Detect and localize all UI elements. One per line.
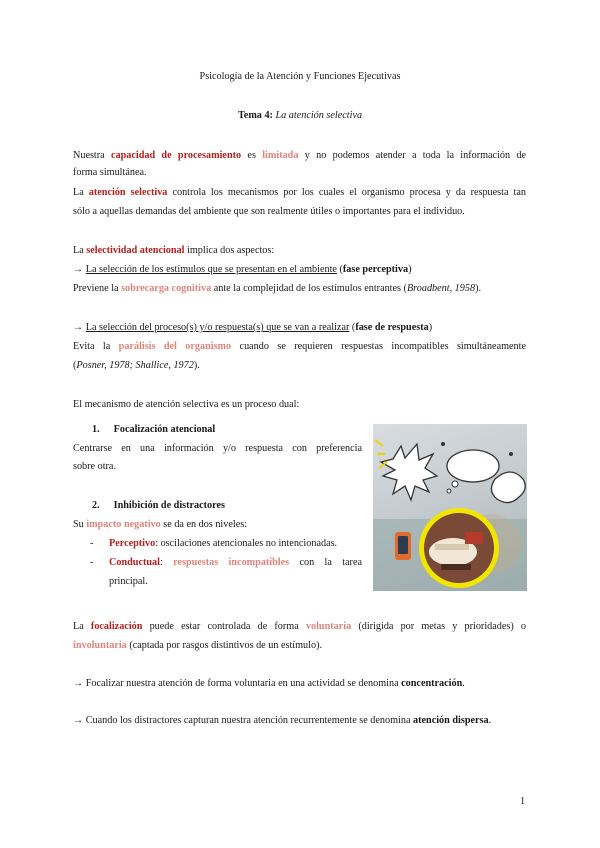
text: es: [241, 150, 263, 161]
attention-illustration: [373, 424, 527, 591]
text: y no podemos atender a toda la información de: [298, 150, 526, 161]
arrow: →: [73, 322, 86, 333]
topic-name: La atención selectiva: [275, 110, 363, 121]
highlight-term: respuestas incompatibles: [173, 557, 290, 568]
level-behavioral: [109, 556, 362, 570]
phase-label: fase de respuesta: [355, 322, 429, 333]
aspect-text: La selección del proceso(s) y/o respuesta(s) que se van a realizar: [85, 322, 350, 333]
aspect-perceptive-desc: [73, 282, 481, 296]
item-inhibition-heading: [92, 499, 225, 513]
text: (dirigida por metas y prioridades) o: [351, 621, 526, 632]
page-number: 1: [520, 796, 526, 807]
level-perceptive: [109, 537, 337, 551]
illustration-art: [373, 424, 527, 591]
text: .: [488, 715, 492, 726]
level-label: Conductual: [109, 557, 160, 568]
item-focalization-text-cont: sobre otra.: [73, 461, 116, 472]
paragraph-selective: [73, 186, 526, 200]
highlight-term: atención selectiva: [88, 187, 168, 198]
citation: Posner, 1978; Shallice, 1972: [76, 360, 194, 371]
text: se da en dos niveles:: [160, 519, 248, 530]
highlight-term: sobrecarga cognitiva: [121, 283, 212, 294]
phase-label: fase perceptiva: [342, 264, 409, 275]
text: Evita la: [73, 341, 119, 352]
aspect-perceptive: → La selección de los estímulos que se presentan en el ambiente (fase perceptiva): [73, 264, 412, 275]
speech-bubble-icon: [491, 472, 525, 503]
citation: Broadbent, 1958: [406, 283, 476, 294]
item-number: 2.: [92, 500, 100, 511]
item-focalization-text: Centrarse en una información y/o respuesta con preferencia: [73, 443, 362, 454]
paragraph-focalization-cont: [73, 639, 322, 653]
aspect-text: La selección de los estímulos que se presentan en el ambiente: [85, 264, 337, 275]
bullet-dash: -: [90, 538, 94, 549]
level-label: Perceptivo: [109, 538, 156, 549]
text: → Cuando los distractores capturan nuestra atención recurrentemente se denomina: [73, 715, 414, 726]
paragraph-dispersed: [73, 714, 491, 728]
text: con la tarea: [289, 557, 362, 568]
page-header: Psicología de la Atención y Funciones Ejecutivas: [199, 71, 401, 82]
text: La: [73, 621, 91, 632]
aspect-response-cite: (Posner, 1978; Shallice, 1972).: [73, 360, 200, 371]
item-title: Focalización atencional: [113, 424, 216, 435]
aspect-response-desc: [73, 340, 526, 354]
bullet-perceptive: [90, 537, 93, 551]
text: implica dos aspectos:: [184, 245, 275, 256]
focus-circle-icon: [419, 508, 499, 588]
text: cuando se requieren respuestas incompatibles simultáneamente: [231, 341, 526, 352]
text: Su: [73, 519, 87, 530]
text: La: [73, 187, 89, 198]
text: .: [462, 678, 465, 689]
bullet-behavioral: [90, 556, 93, 570]
text: puede estar controlada de forma: [142, 621, 306, 632]
text: Nuestra: [73, 150, 111, 161]
paragraph-dual: El mecanismo de atención selectiva es un proceso dual:: [73, 399, 300, 410]
burst-bubble-icon: [375, 440, 437, 500]
phone-icon: [395, 532, 411, 560]
item-title: Inhibición de distractores: [113, 500, 225, 511]
text: → Focalizar nuestra atención de forma voluntaria en una actividad se denomina: [73, 678, 402, 689]
key-term: concentración: [401, 678, 463, 689]
paragraph-selectivity: [73, 244, 274, 258]
key-term: atención dispersa: [413, 715, 489, 726]
item-inhibition-intro: [73, 518, 247, 532]
aspect-response: → La selección del proceso(s) y/o respuesta(s) que se van a realizar (fase de respuesta): [73, 322, 433, 333]
text: :: [159, 557, 174, 568]
paragraph-concentration: [73, 677, 465, 691]
paragraph-focalization: [73, 620, 526, 634]
item-focalization-heading: [92, 423, 215, 437]
text: controla los mecanismos por los cuales el organismo procesa y da respuesta tan: [167, 187, 526, 198]
highlight-term: parálisis del organismo: [118, 341, 232, 352]
text: ).: [475, 283, 482, 294]
item-number: 1.: [92, 424, 100, 435]
text: ).: [193, 360, 200, 371]
highlight-term: focalización: [90, 621, 143, 632]
highlight-term: selectividad atencional: [86, 245, 185, 256]
arrow: →: [73, 264, 86, 275]
text: : oscilaciones atencionales no intencionadas.: [155, 538, 338, 549]
highlight-term: voluntaria: [305, 621, 352, 632]
bullet-dash: -: [90, 557, 94, 568]
level-behavioral-cont: principal.: [109, 576, 148, 587]
paragraph-selective-cont: sólo a aquellas demandas del ambiente que son realmente útiles o importantes para el individuo.: [73, 206, 465, 217]
highlight-term: capacidad de procesamiento: [110, 150, 242, 161]
paragraph-capacity-cont: forma simultánea.: [73, 167, 147, 178]
text: ante la complejidad de los estímulos entrantes (: [211, 283, 407, 294]
highlight-term: limitada: [262, 150, 299, 161]
highlight-term: impacto negativo: [86, 519, 161, 530]
highlight-term: involuntaria: [73, 640, 127, 651]
text: Previene la: [73, 283, 122, 294]
topic-label: Tema 4:: [237, 110, 273, 121]
paragraph-capacity: [73, 149, 526, 163]
text: La: [73, 245, 87, 256]
topic-title: [0, 109, 600, 123]
text: (captada por rasgos distintivos de un estímulo).: [126, 640, 323, 651]
